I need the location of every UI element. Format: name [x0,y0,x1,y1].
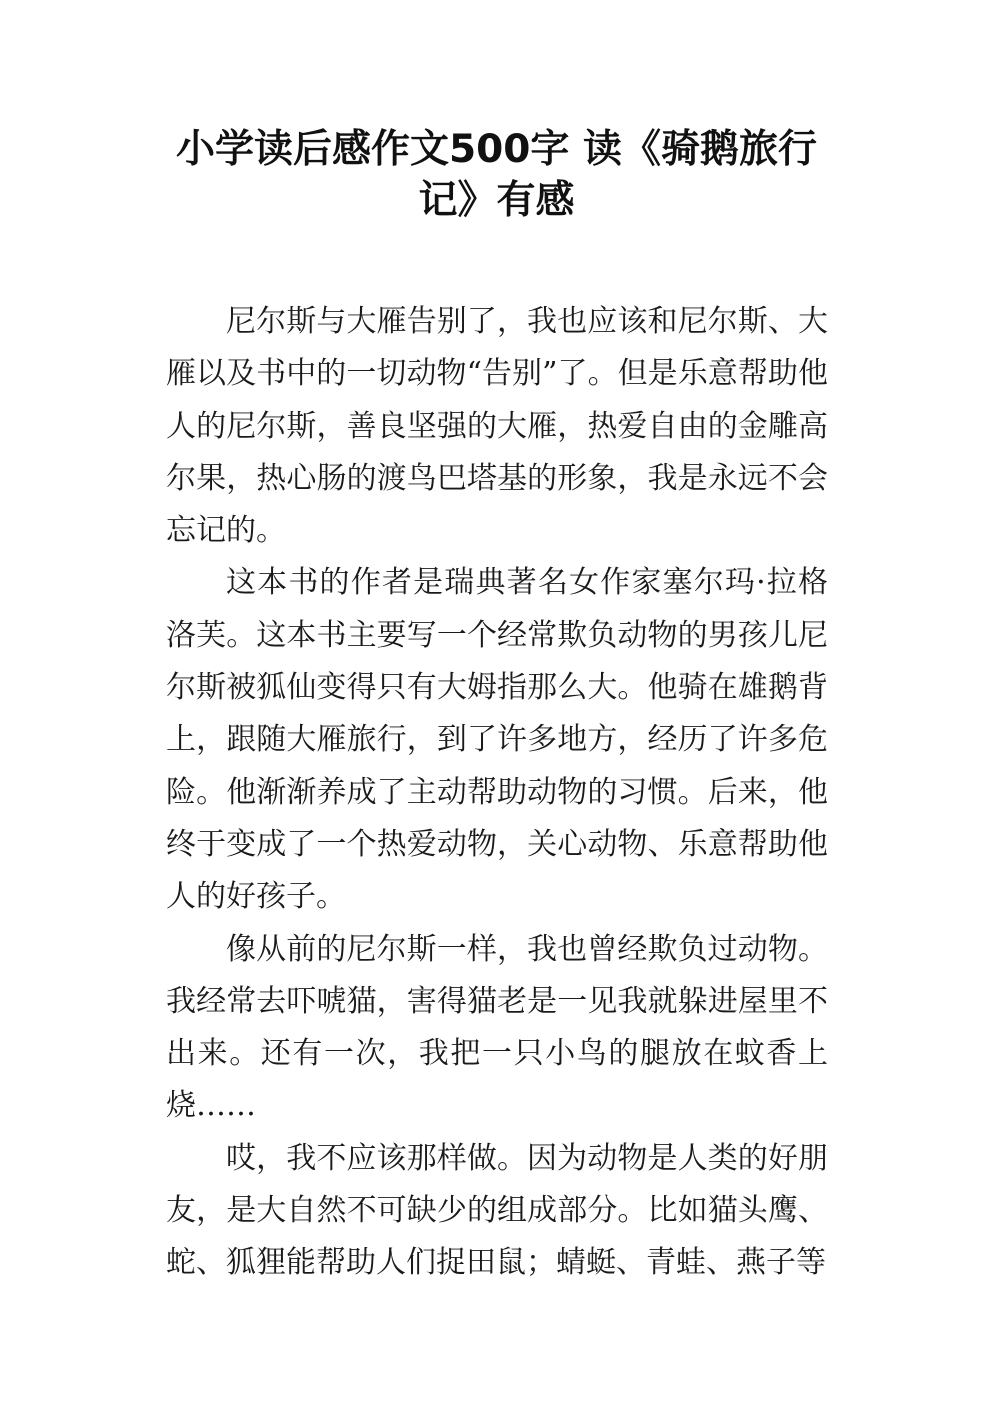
document-body [166,296,828,1290]
paragraph: 这本书的作者是瑞典著名女作家塞尔玛·拉格洛芙。这本书主要写一个经常欺负动物的男孩儿尼尔斯被狐仙变得只有大姆指那么大。他骑在雄鹅背上，跟随大雁旅行，到了许多地方，经历了许多危险。他渐渐养成了主动帮助动物的习惯。后来，他终于变成了一个热爱动物，关心动物、乐意帮助他人的好孩子。 [166,565,828,915]
paragraph: 哎，我不应该那样做。因为动物是人类的好朋友，是大自然不可缺少的组成部分。比如猫头鹰、蛇、狐狸能帮助人们捉田鼠；蜻蜓、青蛙、燕子等 [166,1140,828,1281]
paragraph: 像从前的尼尔斯一样，我也曾经欺负过动物。我经常去吓唬猫，害得猫老是一见我就躲进屋里不出来。还有一次，我把一只小鸟的腿放在蚊香上烧…… [166,931,828,1124]
paragraph: 尼尔斯与大雁告别了，我也应该和尼尔斯、大雁以及书中的一切动物“告别”了。但是乐意帮助他人的尼尔斯，善良坚强的大雁，热爱自由的金雕高尔果，热心肠的渡鸟巴塔基的形象，我是永远不会忘记的。 [166,304,828,549]
page-title: 小学读后感作文500字 读《骑鹅旅行记》有感 [176,127,817,223]
